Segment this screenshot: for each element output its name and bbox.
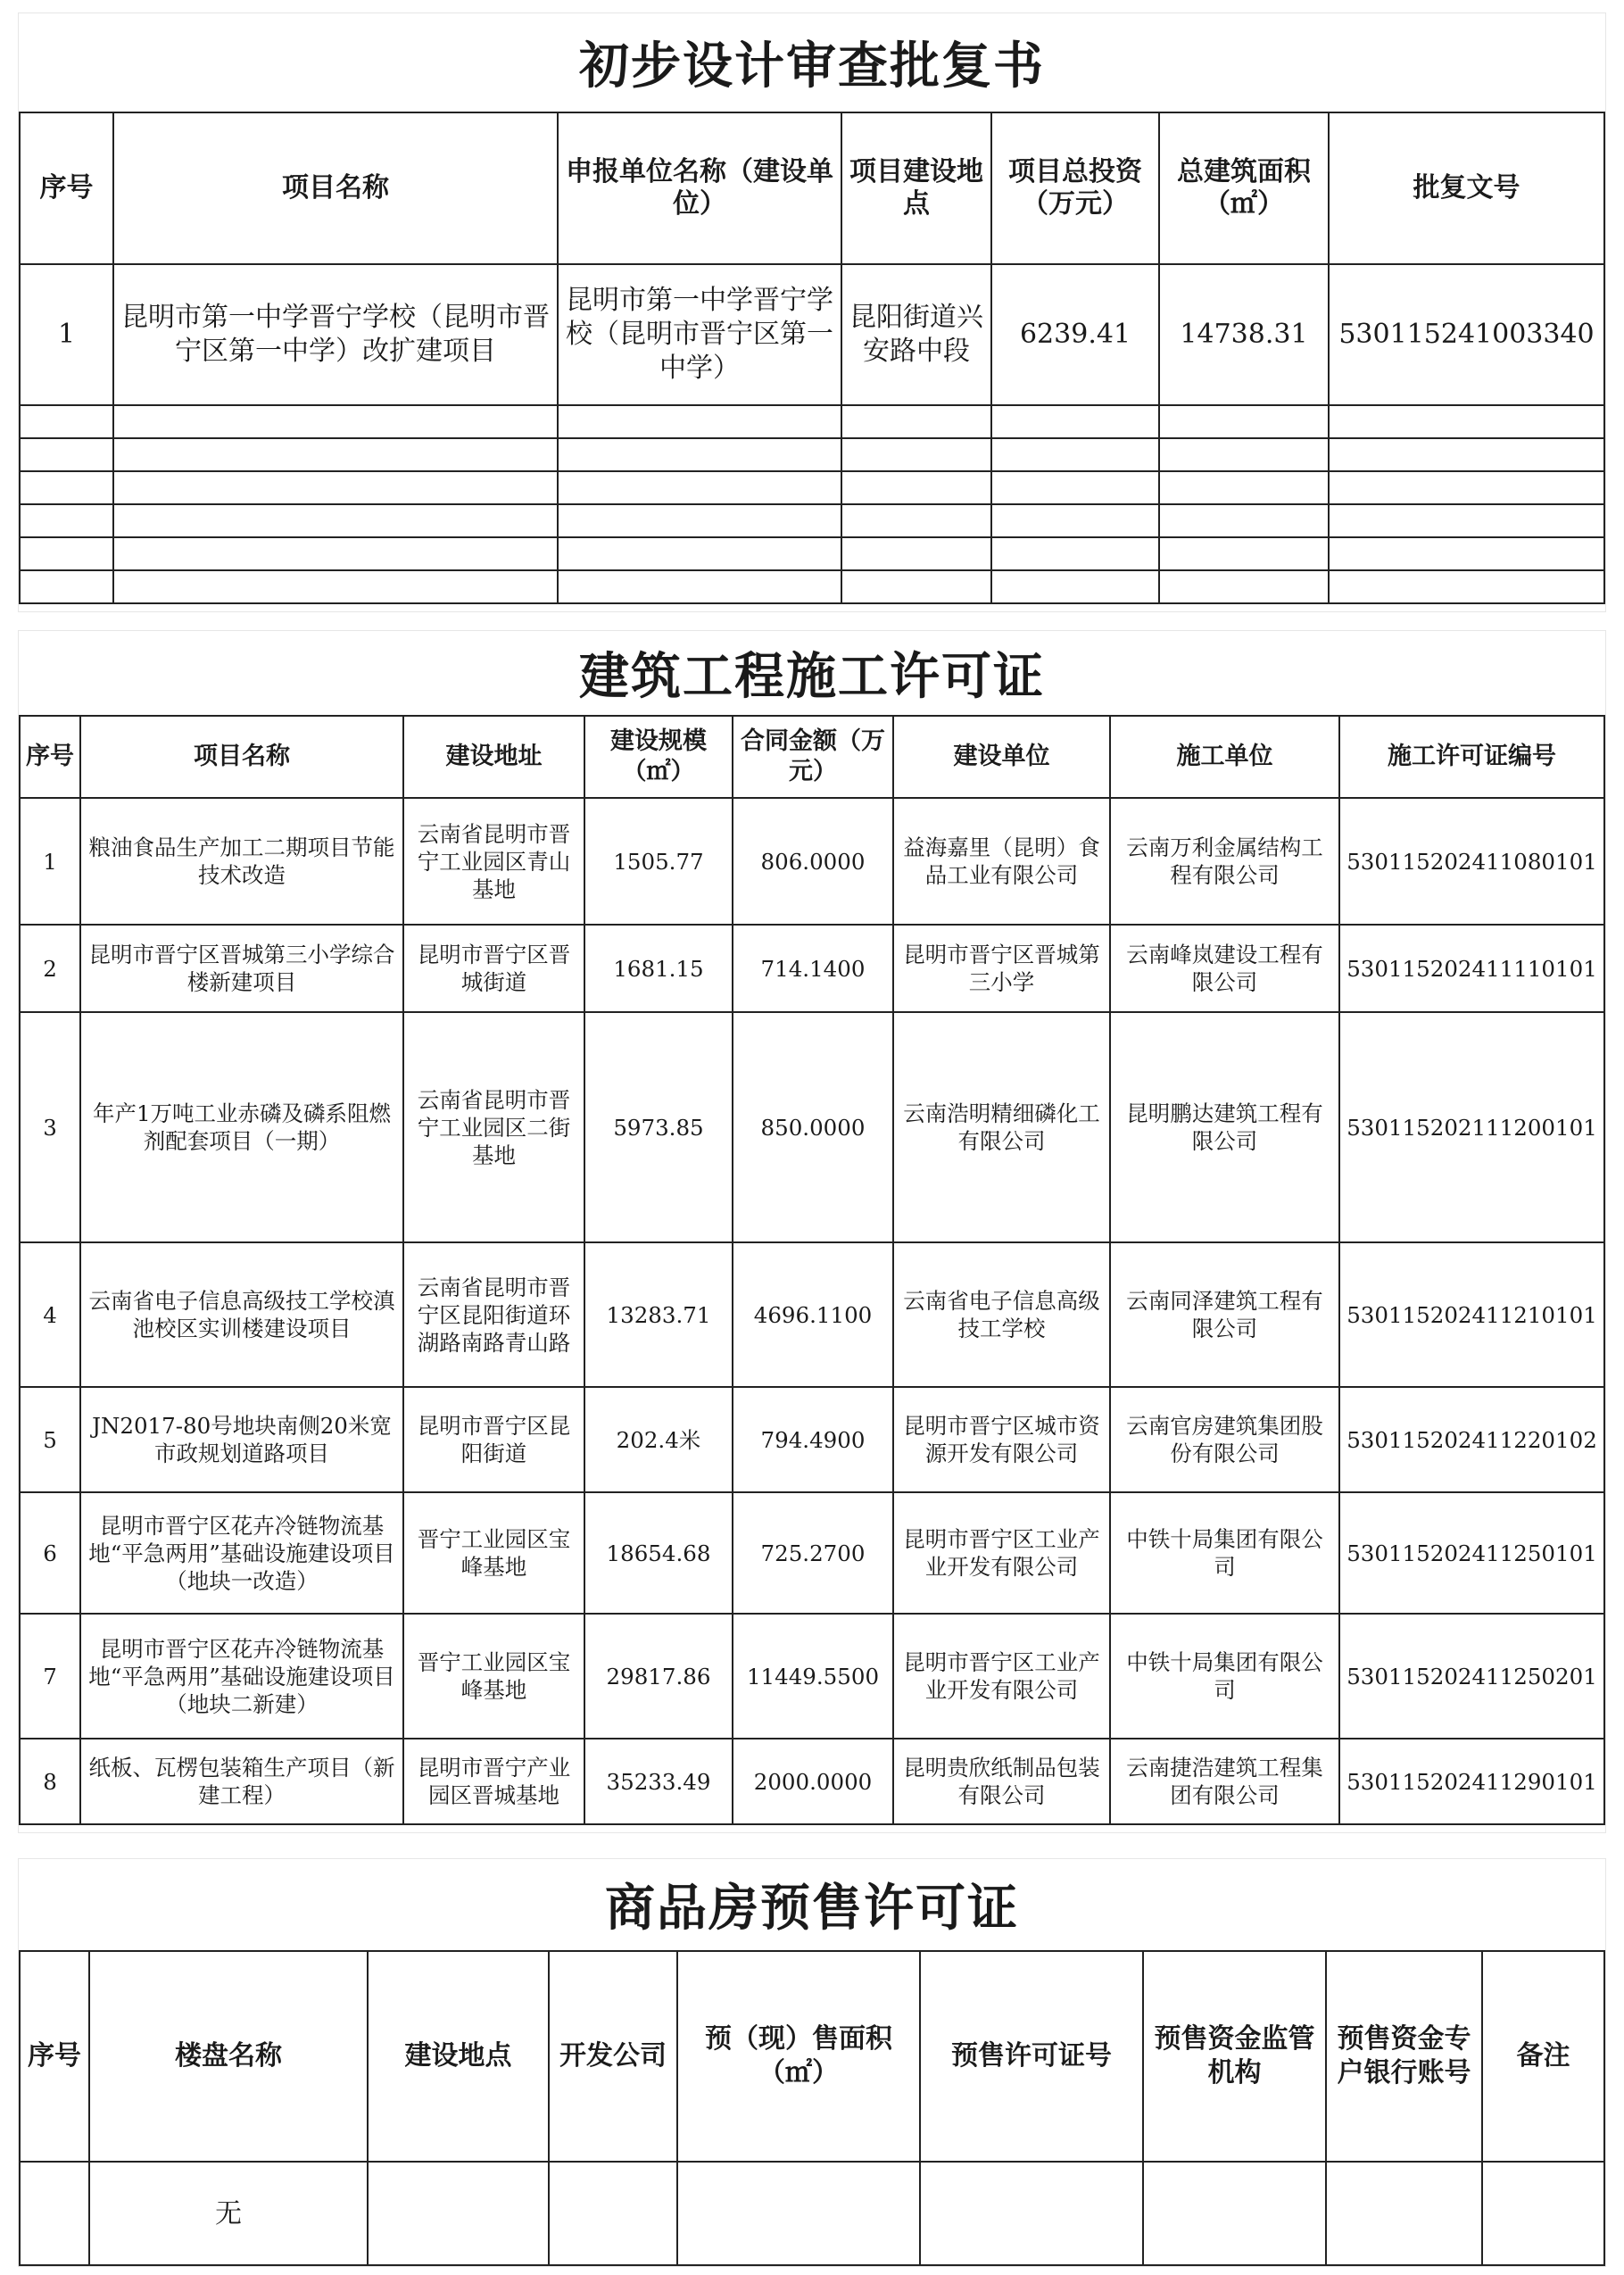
table-cell <box>841 471 991 504</box>
table-cell <box>1159 471 1329 504</box>
table-cell <box>1159 438 1329 471</box>
table-cell <box>20 438 113 471</box>
table-cell: 2000.0000 <box>733 1739 893 1824</box>
table-cell <box>558 471 841 504</box>
table-cell: 1 <box>20 798 80 925</box>
table-cell: 昆明贵欣纸制品包装有限公司 <box>893 1739 1110 1824</box>
table-cell: 1681.15 <box>584 925 733 1012</box>
table-cell: 昆明市晋宁区花卉冷链物流基地“平急两用”基础设施建设项目（地块一改造） <box>80 1492 403 1614</box>
column-header: 建设地址 <box>403 716 584 798</box>
table-cell <box>1329 570 1604 603</box>
table-cell <box>841 537 991 570</box>
table-cell <box>1329 504 1604 537</box>
table-row <box>20 1387 1604 1492</box>
empty-table-row <box>20 570 1604 603</box>
table-cell: 云南省昆明市晋宁工业园区二街基地 <box>403 1012 584 1242</box>
table-cell <box>20 405 113 438</box>
table-cell <box>20 537 113 570</box>
construction-permit-section <box>18 630 1606 1833</box>
table-cell: 昆明市晋宁区工业产业开发有限公司 <box>893 1614 1110 1739</box>
empty-table-row <box>20 471 1604 504</box>
column-header: 施工单位 <box>1110 716 1339 798</box>
table-cell <box>113 570 558 603</box>
table-cell: 2 <box>20 925 80 1012</box>
approval-title: 初步设计审查批复书 <box>579 37 1045 95</box>
table-cell: 6239.41 <box>991 264 1159 405</box>
table-cell: 昆明市晋宁区晋城街道 <box>403 925 584 1012</box>
table-cell: 云南浩明精细磷化工有限公司 <box>893 1012 1110 1242</box>
column-header: 项目名称 <box>113 112 558 264</box>
table-cell <box>113 438 558 471</box>
table-cell <box>558 570 841 603</box>
table-cell: 1 <box>20 264 113 405</box>
table-cell: 昆明鹏达建筑工程有限公司 <box>1110 1012 1339 1242</box>
table-cell: 4696.1100 <box>733 1242 893 1387</box>
table-row <box>20 2162 1604 2265</box>
table-cell: 714.1400 <box>733 925 893 1012</box>
table-cell <box>20 570 113 603</box>
table-cell: 4 <box>20 1242 80 1387</box>
column-header: 项目建设地点 <box>841 112 991 264</box>
table-cell: 中铁十局集团有限公司 <box>1110 1492 1339 1614</box>
table-cell <box>991 537 1159 570</box>
column-header: 批复文号 <box>1329 112 1604 264</box>
table-cell: 530115241003340 <box>1329 264 1604 405</box>
table-cell: 5973.85 <box>584 1012 733 1242</box>
construction-permit-title: 建筑工程施工许可证 <box>579 648 1045 706</box>
table-cell: 11449.5500 <box>733 1614 893 1739</box>
column-header: 合同金额（万元） <box>733 716 893 798</box>
table-cell: 昆明市晋宁区花卉冷链物流基地“平急两用”基础设施建设项目（地块二新建） <box>80 1614 403 1739</box>
table-cell: 昆明市晋宁区城市资源开发有限公司 <box>893 1387 1110 1492</box>
empty-table-row <box>20 504 1604 537</box>
table-cell <box>549 2162 677 2265</box>
construction-permit-table <box>19 715 1605 1825</box>
table-cell: 8 <box>20 1739 80 1824</box>
table-cell <box>991 438 1159 471</box>
table-cell: 云南同泽建筑工程有限公司 <box>1110 1242 1339 1387</box>
table-cell: 3 <box>20 1012 80 1242</box>
table-cell <box>113 537 558 570</box>
table-cell <box>920 2162 1143 2265</box>
column-header: 预（现）售面积（㎡） <box>677 1951 920 2162</box>
column-header: 申报单位名称（建设单位） <box>558 112 841 264</box>
table-cell: 725.2700 <box>733 1492 893 1614</box>
table-cell: 中铁十局集团有限公司 <box>1110 1614 1339 1739</box>
table-cell: 晋宁工业园区宝峰基地 <box>403 1614 584 1739</box>
table-cell: 35233.49 <box>584 1739 733 1824</box>
table-cell: 14738.31 <box>1159 264 1329 405</box>
table-cell <box>1159 504 1329 537</box>
table-cell: 850.0000 <box>733 1012 893 1242</box>
column-header: 项目名称 <box>80 716 403 798</box>
table-cell: 晋宁工业园区宝峰基地 <box>403 1492 584 1614</box>
table-cell: 云南省昆明市晋宁工业园区青山基地 <box>403 798 584 925</box>
table-cell: 202.4米 <box>584 1387 733 1492</box>
table-row <box>20 1492 1604 1614</box>
table-cell <box>20 504 113 537</box>
presale-permit-table <box>19 1950 1605 2266</box>
column-header: 开发公司 <box>549 1951 677 2162</box>
table-cell <box>991 570 1159 603</box>
table-cell: 530115202411250201 <box>1339 1614 1604 1739</box>
column-header: 序号 <box>20 1951 89 2162</box>
table-cell: 806.0000 <box>733 798 893 925</box>
approval-section <box>18 12 1606 612</box>
column-header: 项目总投资（万元） <box>991 112 1159 264</box>
table-cell: 6 <box>20 1492 80 1614</box>
table-cell: 13283.71 <box>584 1242 733 1387</box>
table-cell <box>991 471 1159 504</box>
table-cell <box>1329 438 1604 471</box>
table-cell: 无 <box>89 2162 368 2265</box>
table-cell <box>841 504 991 537</box>
table-cell: 云南万利金属结构工程有限公司 <box>1110 798 1339 925</box>
table-cell <box>991 504 1159 537</box>
table-row <box>20 1012 1604 1242</box>
table-cell <box>558 504 841 537</box>
table-cell: 29817.86 <box>584 1614 733 1739</box>
table-cell: 530115202411250101 <box>1339 1492 1604 1614</box>
table-cell <box>1143 2162 1326 2265</box>
table-cell: 云南省电子信息高级技工学校滇池校区实训楼建设项目 <box>80 1242 403 1387</box>
table-row <box>20 264 1604 405</box>
table-cell: 云南省昆明市晋宁区昆阳街道环湖路南路青山路 <box>403 1242 584 1387</box>
table-cell: 粮油食品生产加工二期项目节能技术改造 <box>80 798 403 925</box>
table-cell: 530115202411210101 <box>1339 1242 1604 1387</box>
table-cell: 昆明市晋宁区昆阳街道 <box>403 1387 584 1492</box>
column-header: 建设地点 <box>368 1951 549 2162</box>
column-header: 备注 <box>1482 1951 1604 2162</box>
table-cell <box>1159 405 1329 438</box>
table-cell <box>841 405 991 438</box>
table-cell <box>1159 537 1329 570</box>
table-row <box>20 798 1604 925</box>
column-header: 预售许可证号 <box>920 1951 1143 2162</box>
table-cell <box>1482 2162 1604 2265</box>
table-cell <box>1329 537 1604 570</box>
presale-permit-title: 商品房预售许可证 <box>605 1880 1019 1938</box>
table-cell: 云南峰岚建设工程有限公司 <box>1110 925 1339 1012</box>
table-cell <box>991 405 1159 438</box>
presale-permit-section <box>18 1858 1606 2267</box>
table-cell: 昆明市晋宁区工业产业开发有限公司 <box>893 1492 1110 1614</box>
column-header: 总建筑面积（㎡） <box>1159 112 1329 264</box>
table-cell <box>1159 570 1329 603</box>
table-cell: 5 <box>20 1387 80 1492</box>
table-cell <box>558 438 841 471</box>
table-cell: 昆明市晋宁产业园区晋城基地 <box>403 1739 584 1824</box>
approval-table <box>19 112 1605 604</box>
column-header: 序号 <box>20 112 113 264</box>
table-cell <box>1326 2162 1482 2265</box>
table-cell <box>677 2162 920 2265</box>
empty-table-row <box>20 438 1604 471</box>
table-cell <box>841 438 991 471</box>
table-cell: 7 <box>20 1614 80 1739</box>
table-cell: 530115202411290101 <box>1339 1739 1604 1824</box>
table-cell: 昆明市晋宁区晋城第三小学综合楼新建项目 <box>80 925 403 1012</box>
table-cell: 云南捷浩建筑工程集团有限公司 <box>1110 1739 1339 1824</box>
table-cell <box>113 504 558 537</box>
column-header: 序号 <box>20 716 80 798</box>
table-cell <box>113 405 558 438</box>
table-cell: 昆阳街道兴安路中段 <box>841 264 991 405</box>
column-header: 预售资金监管机构 <box>1143 1951 1326 2162</box>
table-cell: 1505.77 <box>584 798 733 925</box>
table-cell: 530115202411080101 <box>1339 798 1604 925</box>
table-cell <box>20 2162 89 2265</box>
table-row <box>20 1739 1604 1824</box>
table-cell <box>1329 405 1604 438</box>
table-cell <box>558 405 841 438</box>
table-cell: 云南省电子信息高级技工学校 <box>893 1242 1110 1387</box>
table-cell <box>368 2162 549 2265</box>
column-header: 预售资金专户银行账号 <box>1326 1951 1482 2162</box>
table-cell <box>841 570 991 603</box>
table-cell: 益海嘉里（昆明）食品工业有限公司 <box>893 798 1110 925</box>
table-row <box>20 925 1604 1012</box>
table-cell: 530115202411110101 <box>1339 925 1604 1012</box>
empty-table-row <box>20 405 1604 438</box>
table-cell <box>558 537 841 570</box>
table-cell: 昆明市晋宁区晋城第三小学 <box>893 925 1110 1012</box>
table-row <box>20 1614 1604 1739</box>
table-cell: 纸板、瓦楞包装箱生产项目（新建工程） <box>80 1739 403 1824</box>
empty-table-row <box>20 537 1604 570</box>
table-cell: 794.4900 <box>733 1387 893 1492</box>
column-header: 施工许可证编号 <box>1339 716 1604 798</box>
table-cell: 昆明市第一中学晋宁学校（昆明市晋宁区第一中学） <box>558 264 841 405</box>
table-cell: JN2017-80号地块南侧20米宽市政规划道路项目 <box>80 1387 403 1492</box>
table-cell <box>1329 471 1604 504</box>
table-row <box>20 1242 1604 1387</box>
table-cell <box>113 471 558 504</box>
table-cell: 云南官房建筑集团股份有限公司 <box>1110 1387 1339 1492</box>
table-cell: 530115202111200101 <box>1339 1012 1604 1242</box>
table-cell: 530115202411220102 <box>1339 1387 1604 1492</box>
column-header: 建设规模（㎡） <box>584 716 733 798</box>
column-header: 楼盘名称 <box>89 1951 368 2162</box>
table-cell <box>20 471 113 504</box>
column-header: 建设单位 <box>893 716 1110 798</box>
table-cell: 18654.68 <box>584 1492 733 1614</box>
table-cell: 年产1万吨工业赤磷及磷系阻燃剂配套项目（一期） <box>80 1012 403 1242</box>
table-cell: 昆明市第一中学晋宁学校（昆明市晋宁区第一中学）改扩建项目 <box>113 264 558 405</box>
